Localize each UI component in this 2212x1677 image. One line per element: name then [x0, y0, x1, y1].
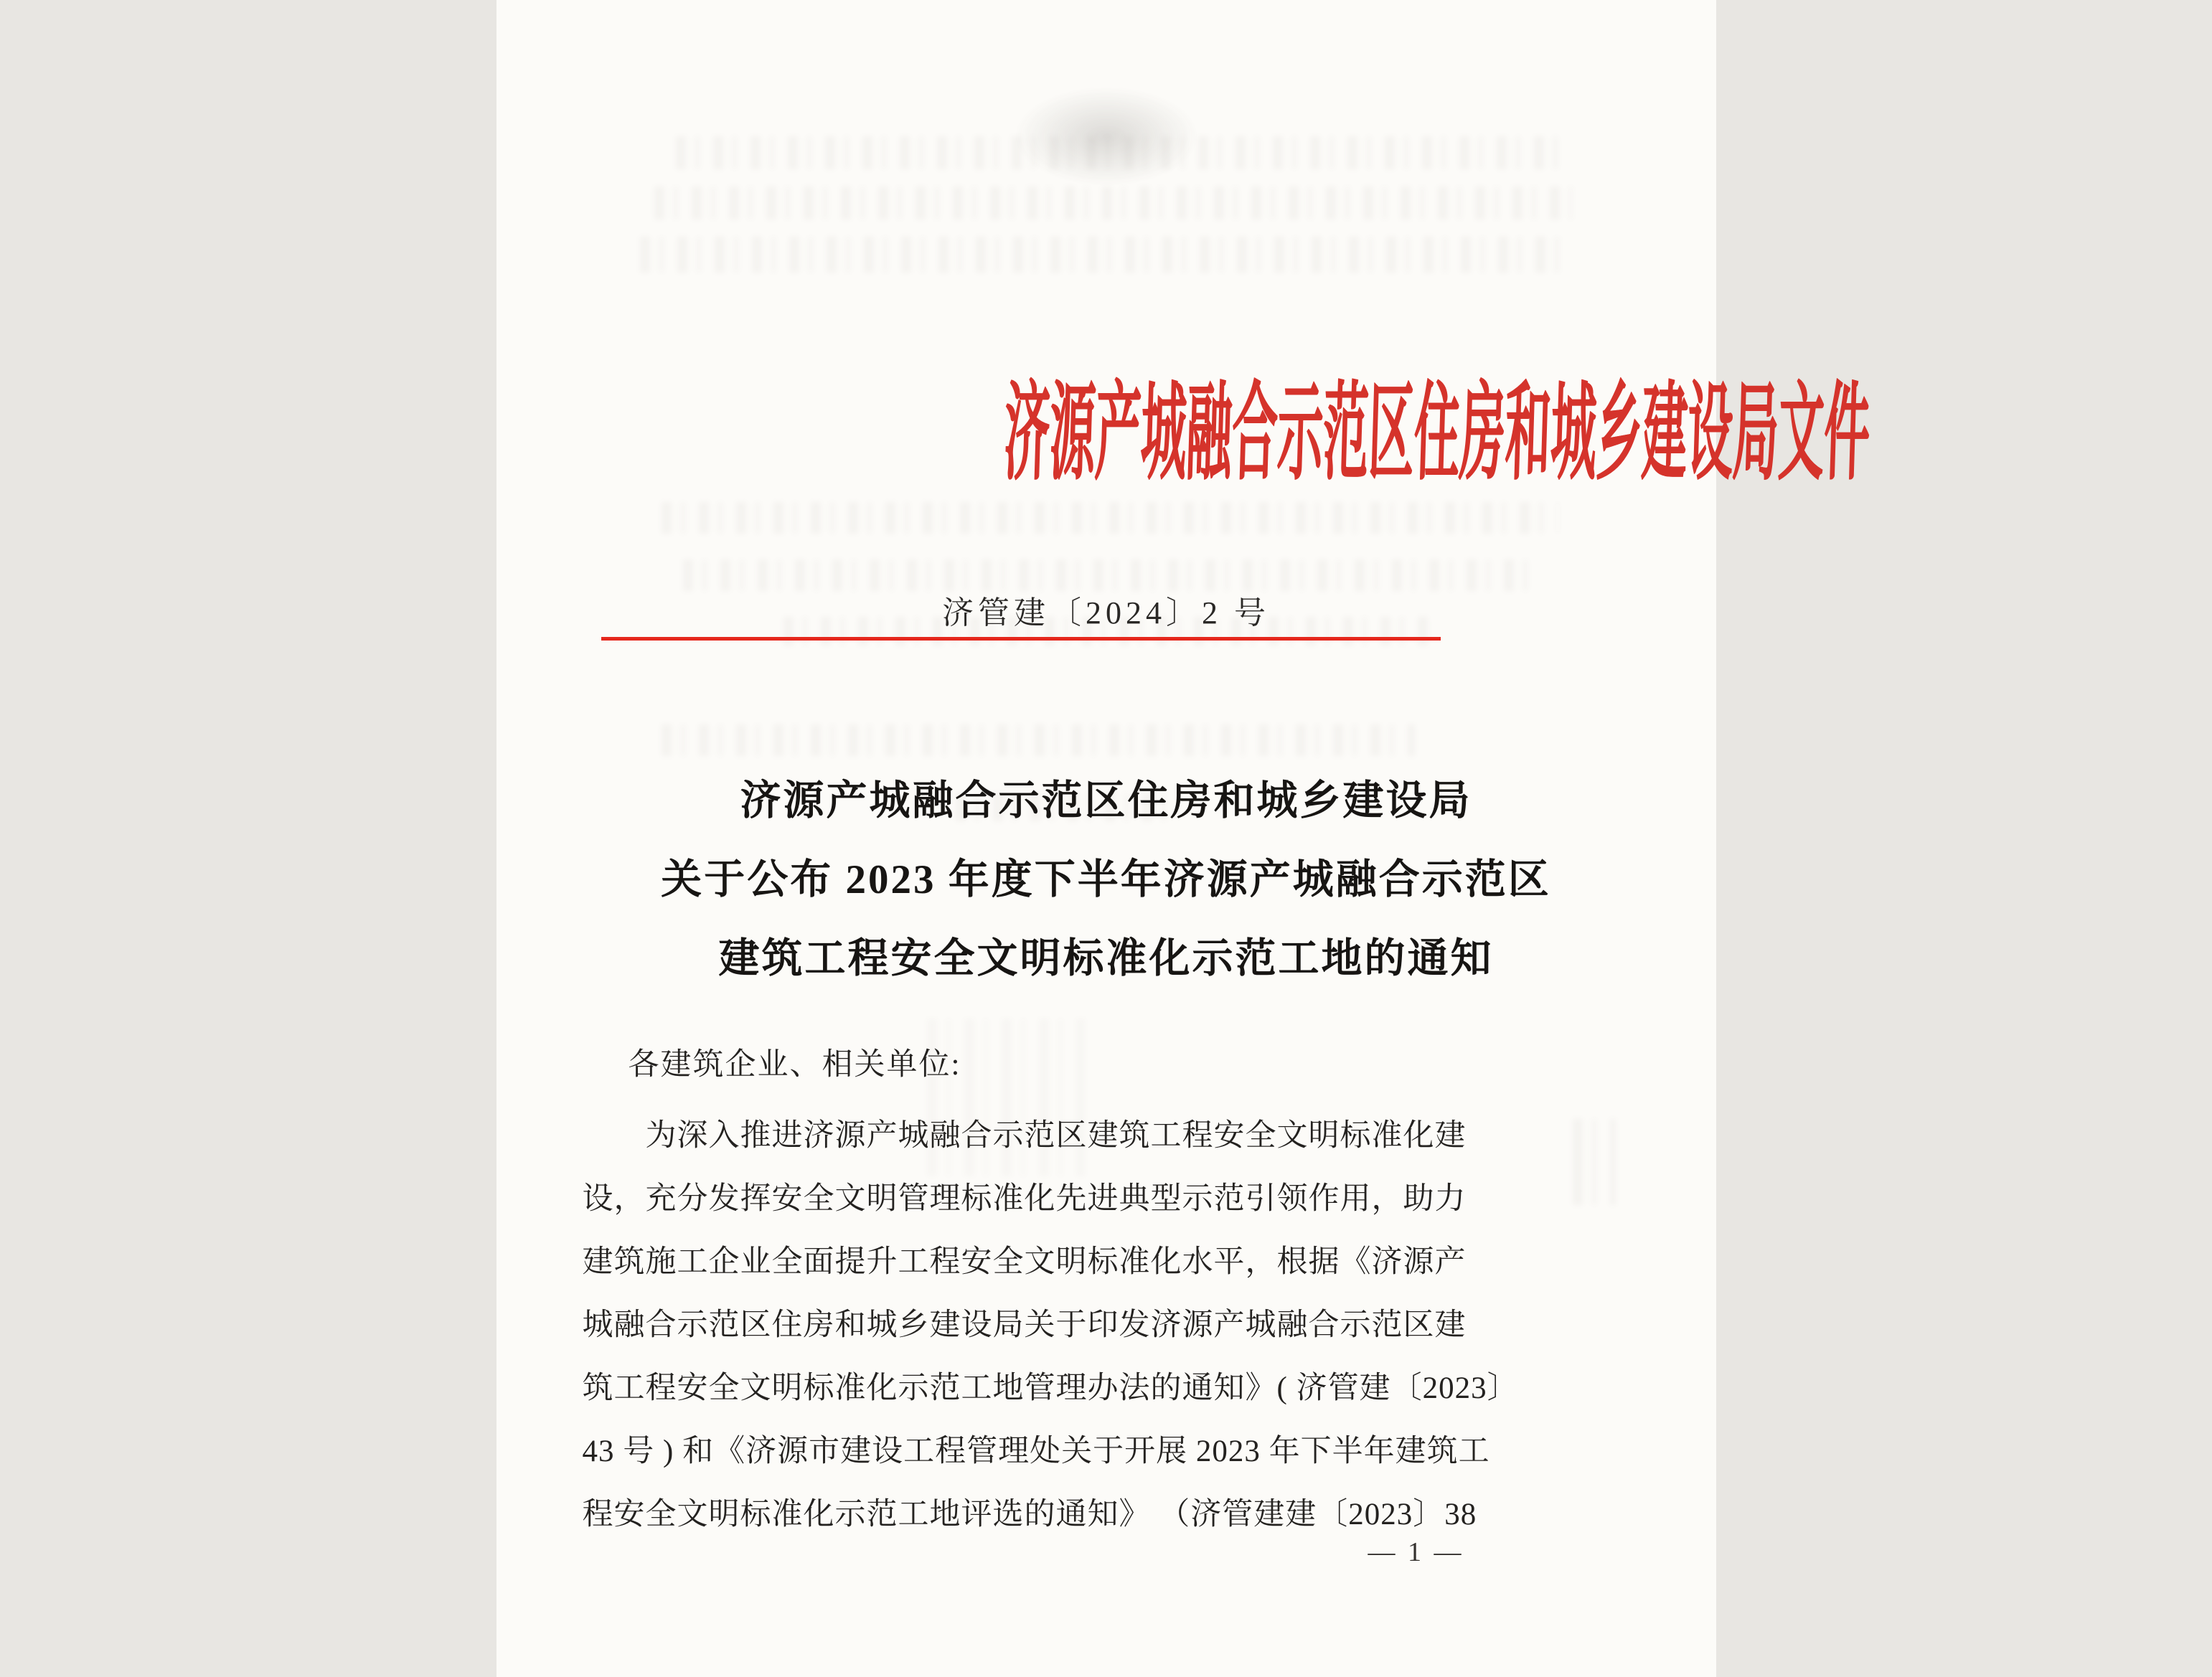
- document-title: [496, 762, 1716, 998]
- body-line: 筑工程安全文明标准化示范工地管理办法的通知》( 济管建〔2023〕: [582, 1371, 1519, 1405]
- scanned-document-page: [496, 0, 1871, 1677]
- body-line: 城融合示范区住房和城乡建设局关于印发济源产城融合示范区建: [582, 1308, 1467, 1342]
- body-line: 43 号 ) 和《济源市建设工程管理处关于开展 2023 年下半年建筑工: [582, 1435, 1490, 1468]
- scan-bleedthrough-line: [640, 237, 1573, 273]
- scan-bleedthrough-line: [654, 186, 1573, 219]
- scan-bleedthrough-line: [676, 136, 1566, 169]
- body-line: 为深入推进济源产城融合示范区建筑工程安全文明标准化建: [645, 1119, 1467, 1153]
- red-divider-rule: [601, 637, 1441, 641]
- body-line: 设，充分发挥安全文明管理标准化先进典型示范引领作用，助力: [582, 1182, 1467, 1216]
- document-title-line-3: 建筑工程安全文明标准化示范工地的通知: [718, 936, 1494, 981]
- body-line: 建筑施工企业全面提升工程安全文明标准化水平，根据《济源产: [582, 1245, 1467, 1279]
- agency-document-banner-title: 济源产城融合示范区住房和城乡建设局文件: [1002, 374, 1871, 493]
- body-paragraph: [583, 1105, 1623, 1546]
- scan-ink-blot: [1013, 86, 1200, 186]
- document-number: 济管建〔2024〕2 号: [942, 595, 1270, 630]
- scan-bleedthrough-line: [662, 502, 1558, 534]
- document-title-line-1: 济源产城融合示范区住房和城乡建设局: [740, 778, 1472, 823]
- salutation: 各建筑企业、相关单位:: [628, 1048, 961, 1082]
- letterhead-banner: [496, 353, 1871, 495]
- scan-bleedthrough-line: [662, 724, 1415, 756]
- document-title-line-2: 关于公布 2023 年度下半年济源产城融合示范区: [661, 857, 1551, 902]
- page-number: — 1 —: [1368, 1537, 1464, 1567]
- body-line: 程安全文明标准化示范工地评选的通知》 （济管建建〔2023〕38: [582, 1498, 1477, 1531]
